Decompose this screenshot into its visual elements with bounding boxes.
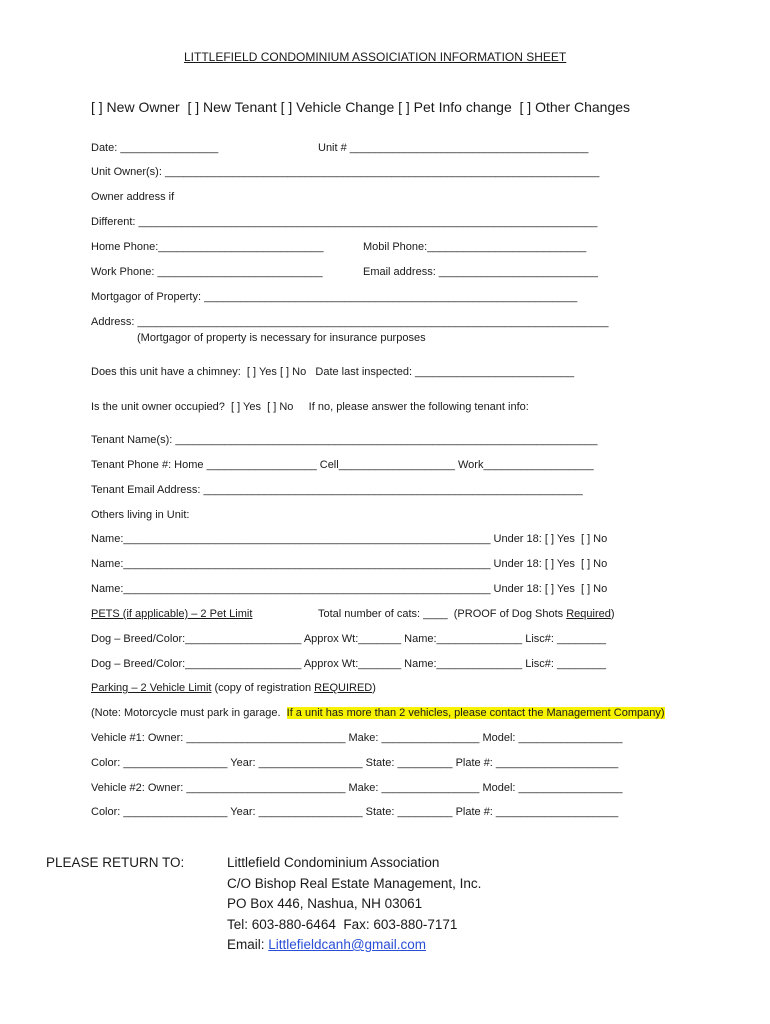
return-email-label: Email: [227, 937, 269, 952]
pets-heading: PETS (if applicable) – 2 Pet Limit [91, 608, 253, 620]
vehicle-1-color-row[interactable]: Color: _________________ Year: _________________ State: _________ Plate #: ____________________ [91, 757, 619, 769]
date-field[interactable]: Date: ________________ [91, 142, 219, 154]
mortgagor-note: (Mortgagor of property is necessary for insurance purposes [137, 332, 426, 344]
return-email-link[interactable]: Littlefieldcanh@gmail.com [268, 937, 427, 952]
mortgagor-field[interactable]: Mortgagor of Property: _____________________________________________________________ [91, 291, 578, 303]
return-email-line [227, 935, 426, 956]
tenant-email-field[interactable]: Tenant Email Address: ______________________________________________________________ [91, 484, 583, 496]
mobil-phone-field[interactable]: Mobil Phone:__________________________ [363, 241, 587, 253]
email-address-field[interactable]: Email address: __________________________ [363, 266, 598, 278]
dog-row-2[interactable]: Dog – Breed/Color:___________________ Approx Wt:_______ Name:______________ Lisc#: ________ [91, 658, 606, 670]
vehicle-2-color-row[interactable]: Color: _________________ Year: _________________ State: _________ Plate #: ____________________ [91, 806, 619, 818]
unit-field[interactable]: Unit # _______________________________________ [318, 142, 589, 154]
owner-occupied-question[interactable]: Is the unit owner occupied? [ ] Yes [ ] No If no, please answer the following tenant info: [91, 401, 529, 413]
return-tel-fax: Tel: 603-880-6464 Fax: 603-880-7171 [227, 917, 458, 932]
different-address-field[interactable]: Different: ___________________________________________________________________________ [91, 216, 598, 228]
unit-owners-field[interactable]: Unit Owner(s): _______________________________________________________________________ [91, 166, 600, 178]
mortgagor-address-field[interactable]: Address: _____________________________________________________________________________ [91, 316, 609, 328]
occupant-name-row-3[interactable]: Name:____________________________________________________________ Under 18: [ ] Yes [ ] No [91, 583, 608, 595]
owner-address-label: Owner address if [91, 191, 175, 203]
dog-shots-required: Required [566, 608, 611, 620]
chimney-question[interactable]: Does this unit have a chimney: [ ] Yes [ ] No Date last inspected: __________________________ [91, 366, 575, 378]
vehicle-limit-highlight: If a unit has more than 2 vehicles, please contact the Management Company [286, 707, 661, 719]
return-po-box: PO Box 446, Nashua, NH 03061 [227, 896, 423, 911]
change-type-checkboxes[interactable]: [ ] New Owner [ ] New Tenant [ ] Vehicle Change [ ] Pet Info change [ ] Other Changes [91, 99, 631, 115]
cats-count-field[interactable] [318, 607, 615, 621]
others-living-label: Others living in Unit: [91, 509, 190, 521]
motorcycle-note-close: ) [660, 707, 665, 719]
occupant-name-row-1[interactable]: Name:____________________________________________________________ Under 18: [ ] Yes [ ] No [91, 533, 608, 545]
home-phone-field[interactable]: Home Phone:___________________________ [91, 241, 324, 253]
return-care-of: C/O Bishop Real Estate Management, Inc. [227, 876, 482, 891]
vehicle-1-owner-row[interactable]: Vehicle #1: Owner: __________________________ Make: ________________ Model: _________________ [91, 732, 623, 744]
motorcycle-note [91, 706, 665, 720]
work-phone-field[interactable]: Work Phone: ___________________________ [91, 266, 323, 278]
parking-heading: Parking – 2 Vehicle Limit [91, 682, 212, 694]
return-label: PLEASE RETURN TO: [46, 855, 185, 870]
dog-row-1[interactable]: Dog – Breed/Color:___________________ Approx Wt:_______ Name:______________ Lisc#: ________ [91, 633, 606, 645]
tenant-phone-field[interactable]: Tenant Phone #: Home __________________ Cell___________________ Work__________________ [91, 459, 594, 471]
tenant-names-field[interactable]: Tenant Name(s): _____________________________________________________________________ [91, 434, 598, 446]
return-association: Littlefield Condominium Association [227, 855, 440, 870]
vehicle-2-owner-row[interactable]: Vehicle #2: Owner: __________________________ Make: ________________ Model: _________________ [91, 782, 623, 794]
registration-copy-label: (copy of registration [211, 682, 315, 694]
cats-close-paren: ) [610, 608, 615, 620]
cats-count-label: Total number of cats: ____ (PROOF of Dog Shots [318, 608, 567, 620]
parking-heading-line [91, 681, 376, 695]
motorcycle-note-text: (Note: Motorcycle must park in garage. [91, 707, 287, 719]
page-title: LITTLEFIELD CONDOMINIUM ASSOICIATION INFORMATION SHEET [184, 50, 567, 64]
registration-required: REQUIRED [314, 682, 373, 694]
registration-close-paren: ) [372, 682, 376, 694]
occupant-name-row-2[interactable]: Name:____________________________________________________________ Under 18: [ ] Yes [ ] No [91, 558, 608, 570]
